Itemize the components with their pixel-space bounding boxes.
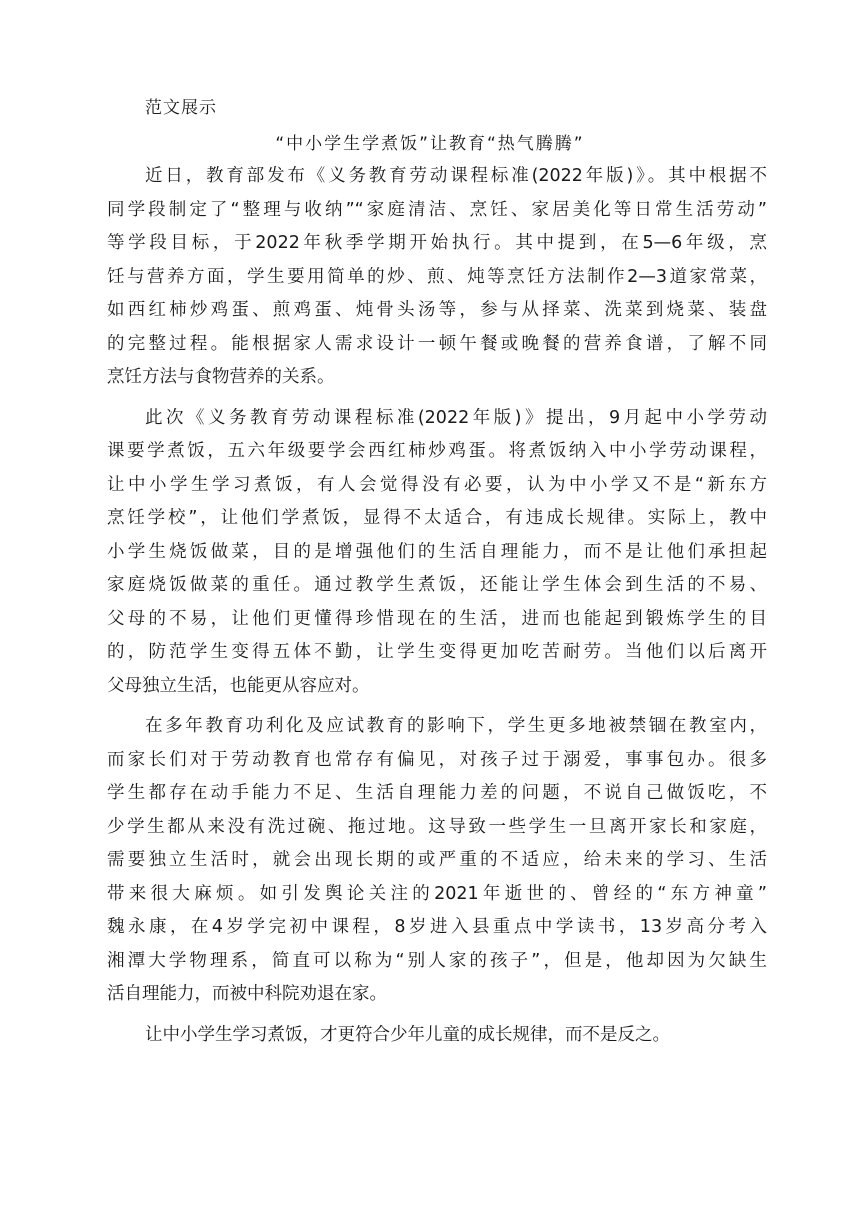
text-line: 小学生烧饭做菜，目的是增强他们的生活自理能力，而不是让他们承担起 bbox=[107, 541, 767, 562]
text-line: 而家长们对于劳动教育也常存有偏见，对孩子过于溺爱，事事包办。很多 bbox=[107, 749, 767, 770]
text-line: 的，防范学生变得五体不勤，让学生变得更加吃苦耐劳。当他们以后离开 bbox=[107, 642, 767, 662]
text-line: 活自理能力，而被中科院劝退在家。 bbox=[107, 984, 387, 1004]
section-label: 范文展示 bbox=[145, 98, 217, 118]
text-line: 带来很大麻烦。如引发舆论关注的2021年逝世的、曾经的“东方神童” bbox=[107, 883, 767, 904]
text-line: 同学段制定了“整理与收纳”“家庭清洁、烹饪、家居美化等日常生活劳动” bbox=[107, 199, 767, 220]
text-line: 魏永康，在4岁学完初中课程，8岁进入县重点中学读书，13岁高分考入 bbox=[107, 917, 767, 937]
text-line: 父母的不易，让他们更懂得珍惜现在的生活，进而也能起到锻炼学生的目 bbox=[107, 608, 767, 629]
text-line: 饪与营养方面，学生要用简单的炒、煎、炖等烹饪方法制作2—3道家常菜， bbox=[107, 266, 767, 287]
text-line: 需要独立生活时，就会出现长期的或严重的不适应，给未来的学习、生活 bbox=[107, 850, 767, 870]
text-line: 让中小学生学习煮饭，有人会觉得没有必要，认为中小学又不是“新东方 bbox=[107, 474, 767, 495]
text-line: 家庭烧饭做菜的重任。通过教学生煮饭，还能让学生体会到生活的不易、 bbox=[107, 575, 767, 595]
article-body bbox=[107, 160, 767, 1059]
text-line: 近日，教育部发布《义务教育劳动课程标准(2022年版)》。其中根据不 bbox=[145, 166, 767, 186]
text-line: 学生都存在动手能力不足、生活自理能力差的问题，不说自己做饭吃，不 bbox=[107, 783, 767, 803]
text-line: 如西红柿炒鸡蛋、煎鸡蛋、炖骨头汤等，参与从择菜、洗菜到烧菜、装盘 bbox=[107, 300, 767, 320]
text-line: 烹饪方法与食物营养的关系。 bbox=[107, 367, 335, 387]
text-line: 烹饪学校”，让他们学煮饭，显得不太适合，有违成长规律。实际上，教中 bbox=[107, 508, 767, 528]
paragraph bbox=[107, 160, 767, 395]
paragraph bbox=[107, 402, 767, 704]
text-line: 课要学煮饭，五六年级要学会西红柿炒鸡蛋。将煮饭纳入中小学劳动课程， bbox=[107, 441, 767, 461]
text-line: 等学段目标，于2022年秋季学期开始执行。其中提到，在5—6年级，烹 bbox=[107, 233, 767, 253]
text-line: 在多年教育功利化及应试教育的影响下，学生更多地被禁锢在教室内， bbox=[145, 716, 767, 736]
paragraph bbox=[107, 710, 767, 1012]
text-line: 让中小学生学习煮饭，才更符合少年儿童的成长规律，而不是反之。 bbox=[145, 1024, 670, 1045]
article-title: “中小学生学煮饭”让教育“热气腾腾” bbox=[275, 134, 585, 154]
text-line: 此次《义务教育劳动课程标准(2022年版)》提出，9月起中小学劳动 bbox=[145, 407, 767, 428]
text-line: 少学生都从来没有洗过碗、拖过地。这导致一些学生一旦离开家长和家庭， bbox=[107, 816, 767, 837]
text-line: 父母独立生活，也能更从容应对。 bbox=[107, 675, 370, 696]
paragraph bbox=[107, 1019, 767, 1053]
text-line: 的完整过程。能根据家人需求设计一顿午餐或晚餐的营养食谱，了解不同 bbox=[107, 333, 767, 354]
text-line: 湘潭大学物理系，简直可以称为“别人家的孩子”，但是，他却因为欠缺生 bbox=[107, 950, 767, 971]
